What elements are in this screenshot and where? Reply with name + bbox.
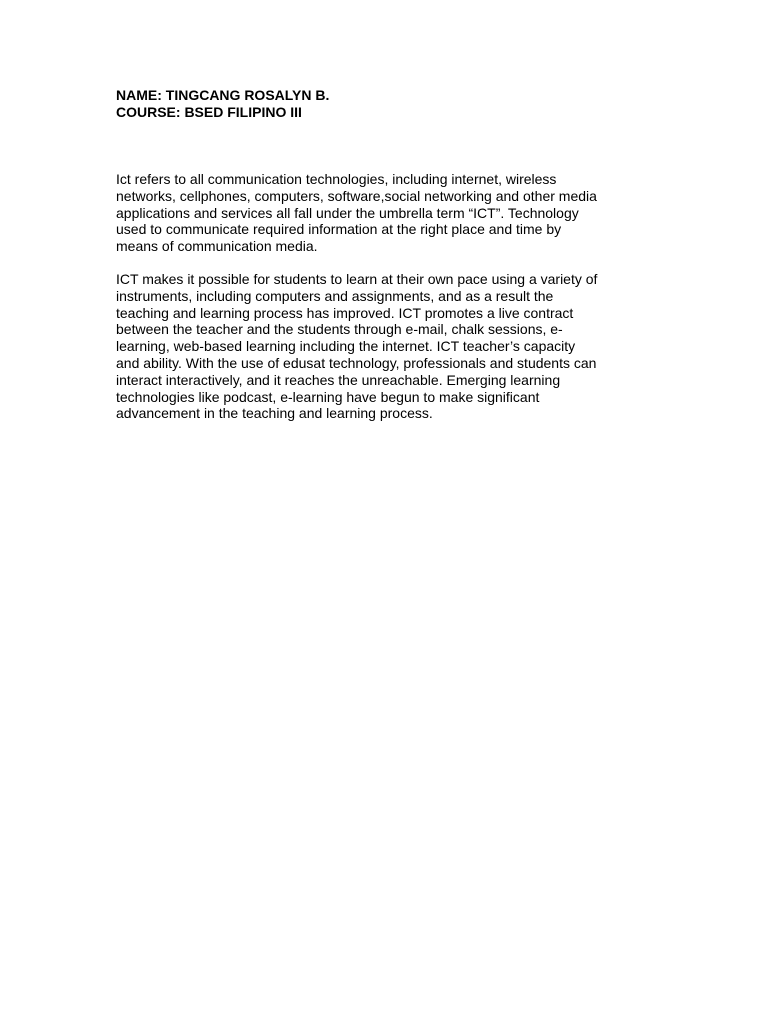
text-line: ICT makes it possible for students to learn at their own pace using a variety of xyxy=(116,270,598,287)
text-line: and ability. With the use of edusat technology, professionals and students can xyxy=(116,354,597,371)
text-line: means of communication media. xyxy=(116,238,318,255)
student-name: NAME: TINGCANG ROSALYN B. xyxy=(116,87,330,103)
text-line: teaching and learning process has improved. ICT promotes a live contract xyxy=(116,304,574,321)
text-line: between the teacher and the students through e-mail, chalk sessions, e- xyxy=(116,321,563,338)
paragraph-ict-in-education xyxy=(116,271,656,422)
student-course: COURSE: BSED FILIPINO III xyxy=(116,104,302,120)
text-line: interact interactively, and it reaches the unreachable. Emerging learning xyxy=(116,371,561,388)
document-header xyxy=(116,87,656,121)
text-line: technologies like podcast, e-learning have begun to make significant xyxy=(116,388,540,405)
text-line: applications and services all fall under the umbrella term “ICT”. Technology xyxy=(116,204,579,221)
document-body xyxy=(116,171,656,438)
text-line: used to communicate required information at the right place and time by xyxy=(116,221,562,238)
text-line: Ict refers to all communication technologies, including internet, wireless xyxy=(116,171,557,187)
text-line: advancement in the teaching and learning process. xyxy=(116,405,433,422)
text-line: instruments, including computers and assignments, and as a result the xyxy=(116,287,554,304)
text-line: learning, web-based learning including the internet. ICT teacher’s capacity xyxy=(116,338,576,355)
text-line: networks, cellphones, computers, software,social networking and other media xyxy=(116,187,597,204)
paragraph-ict-definition xyxy=(116,171,656,255)
